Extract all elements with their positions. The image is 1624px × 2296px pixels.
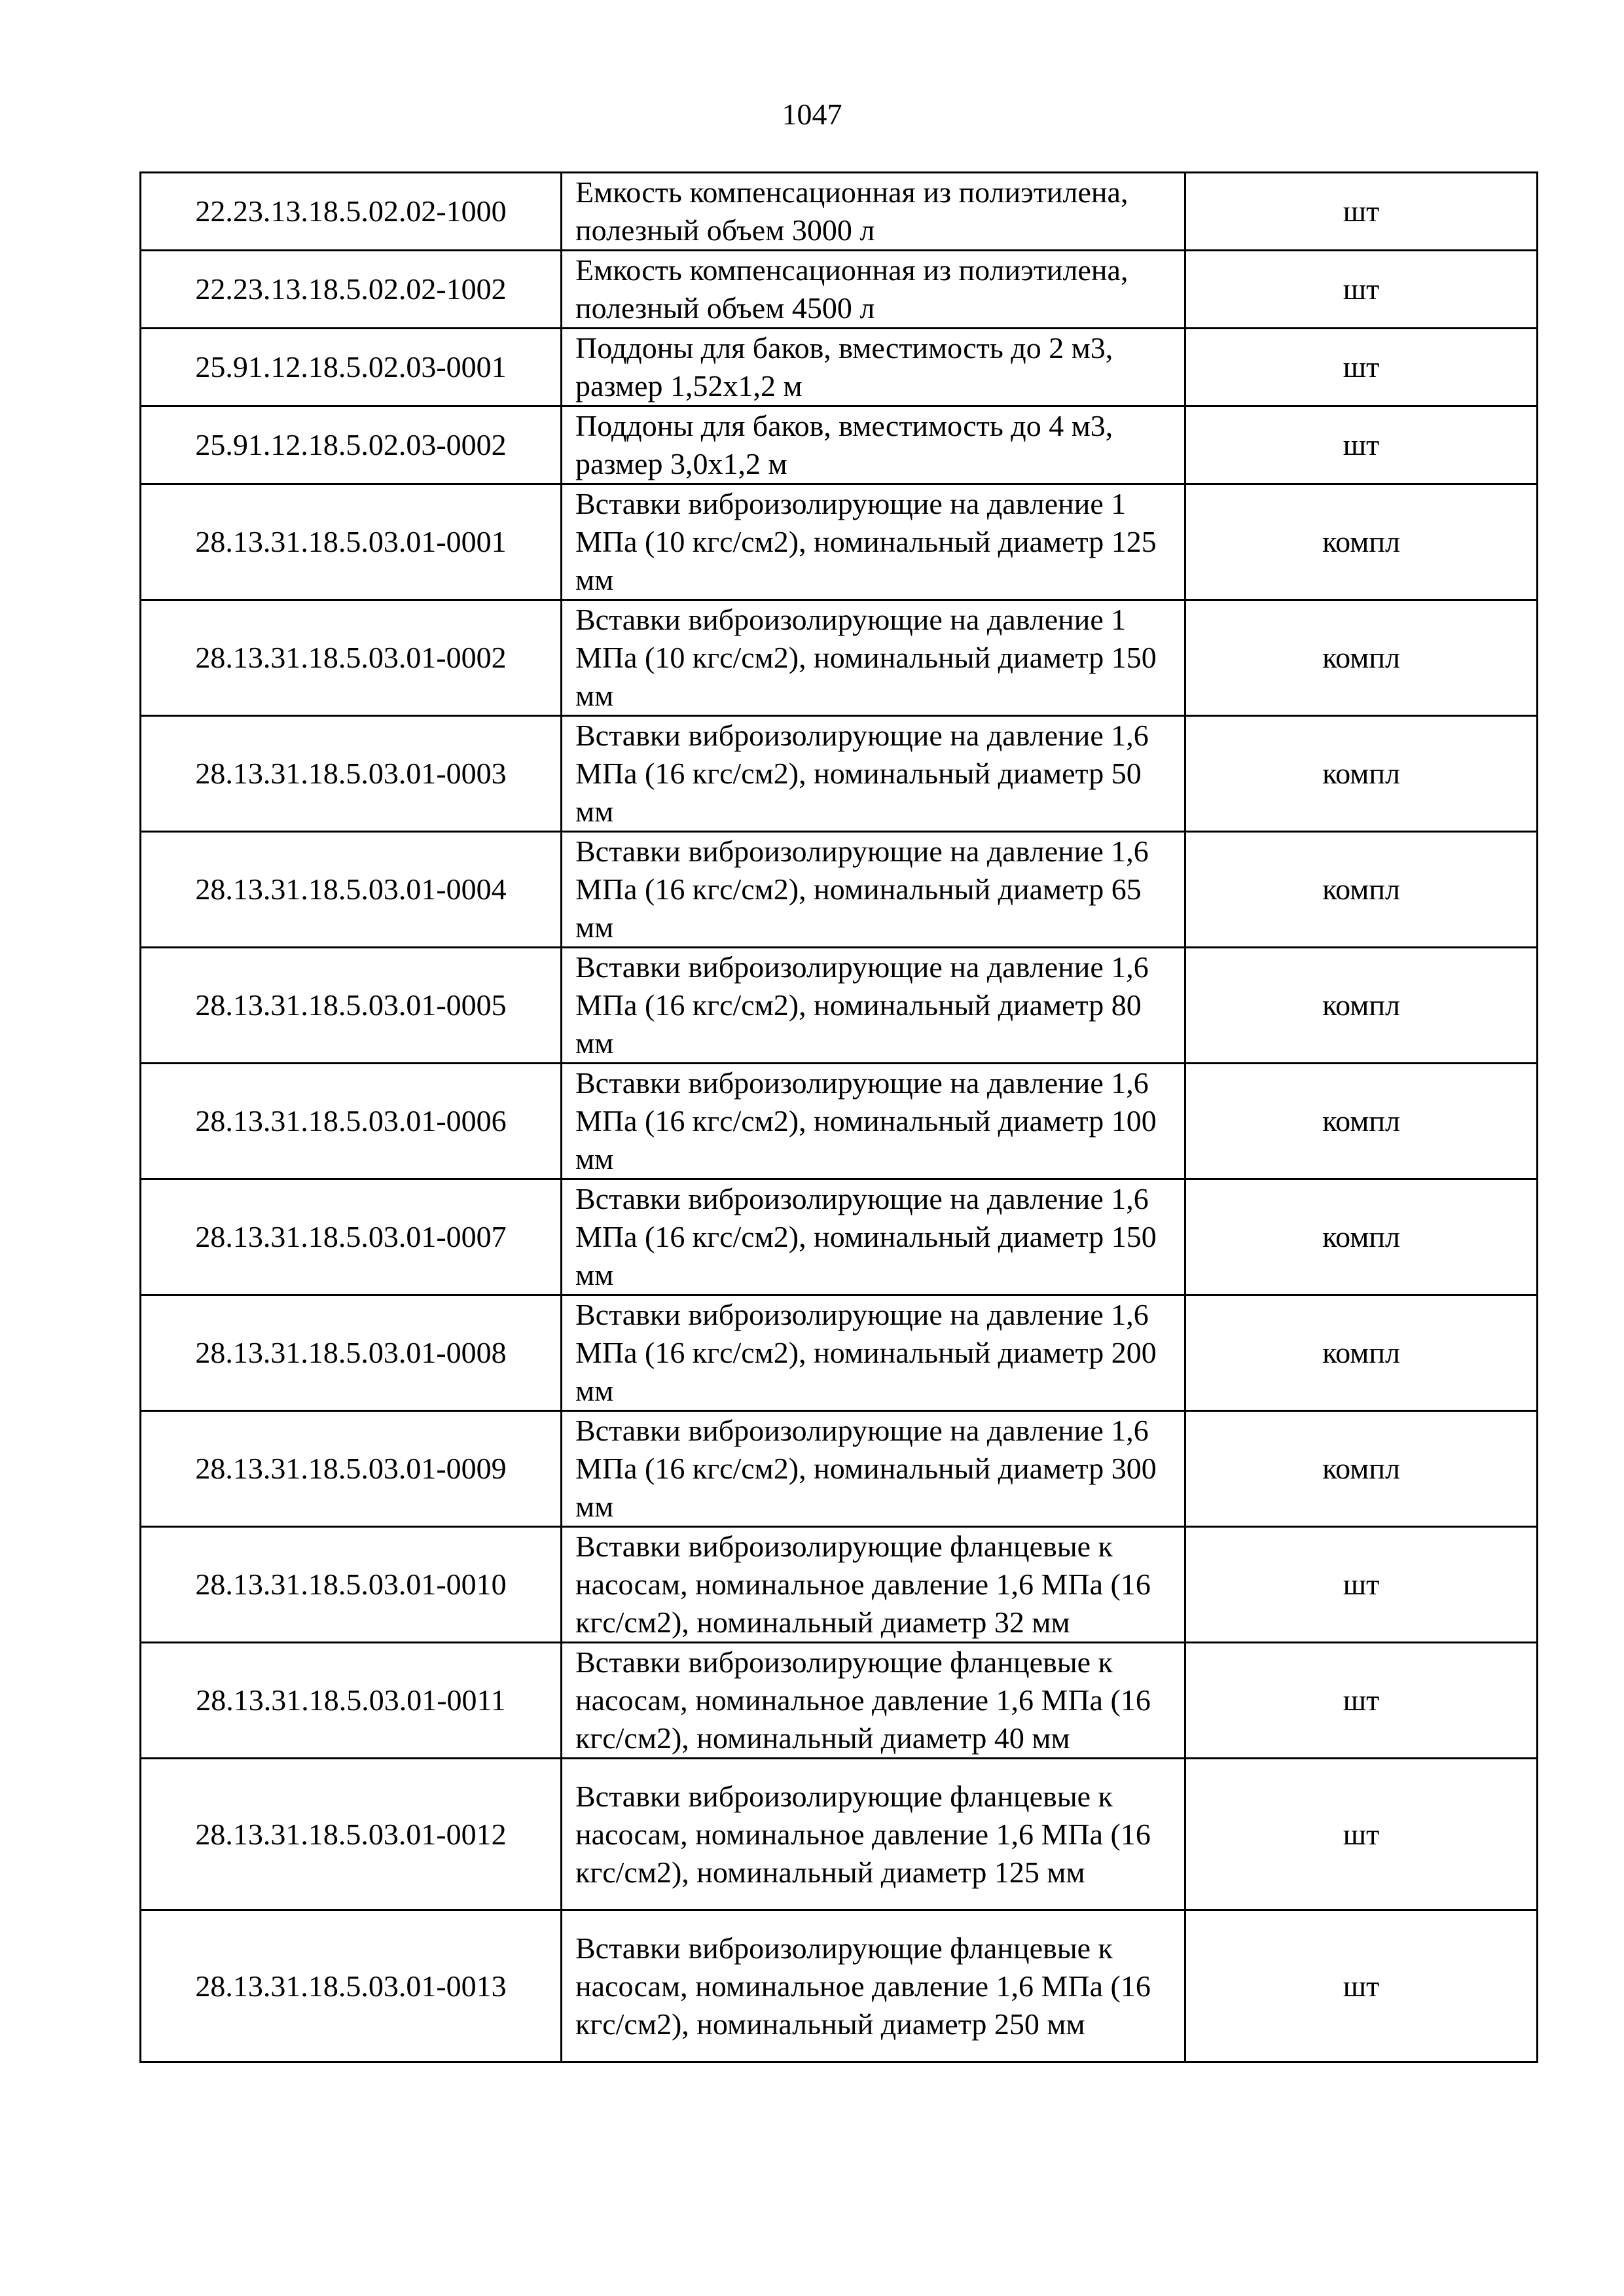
name-cell: Емкость компенсационная из полиэтилена, полезный объем 3000 л	[562, 173, 1185, 251]
table-row	[141, 1527, 1538, 1643]
code-cell: 25.91.12.18.5.02.03-0001	[141, 329, 562, 406]
code-cell: 28.13.31.18.5.03.01-0013	[141, 1910, 562, 2062]
unit-cell: шт	[1185, 1759, 1538, 1910]
code-cell: 22.23.13.18.5.02.02-1002	[141, 251, 562, 329]
unit-cell: шт	[1185, 1527, 1538, 1643]
table-row	[141, 600, 1538, 716]
table-row	[141, 1411, 1538, 1527]
table-row	[141, 329, 1538, 406]
name-cell: Вставки виброизолирующие фланцевые к насосам, номинальное давление 1,6 МПа (16 кгс/см2), номинальный диаметр 32 мм	[562, 1527, 1185, 1643]
name-cell: Вставки виброизолирующие на давление 1,6 МПа (16 кгс/см2), номинальный диаметр 80 мм	[562, 948, 1185, 1064]
name-cell: Вставки виброизолирующие на давление 1,6 МПа (16 кгс/см2), номинальный диаметр 65 мм	[562, 832, 1185, 948]
name-cell: Вставки виброизолирующие фланцевые к насосам, номинальное давление 1,6 МПа (16 кгс/см2), номинальный диаметр 125 мм	[562, 1759, 1185, 1910]
table-row	[141, 1064, 1538, 1179]
code-cell: 28.13.31.18.5.03.01-0004	[141, 832, 562, 948]
code-cell: 28.13.31.18.5.03.01-0001	[141, 484, 562, 600]
unit-cell: компл	[1185, 600, 1538, 716]
name-cell: Емкость компенсационная из полиэтилена, полезный объем 4500 л	[562, 251, 1185, 329]
table-row	[141, 1179, 1538, 1295]
table-row	[141, 832, 1538, 948]
name-cell: Вставки виброизолирующие на давление 1 МПа (10 кгс/см2), номинальный диаметр 125 мм	[562, 484, 1185, 600]
table-row	[141, 1910, 1538, 2062]
unit-cell: компл	[1185, 1179, 1538, 1295]
name-cell: Вставки виброизолирующие на давление 1,6 МПа (16 кгс/см2), номинальный диаметр 50 мм	[562, 716, 1185, 832]
page-number: 1047	[782, 98, 842, 131]
table-row	[141, 173, 1538, 251]
unit-cell: компл	[1185, 1064, 1538, 1179]
name-cell: Вставки виброизолирующие фланцевые к насосам, номинальное давление 1,6 МПа (16 кгс/см2), номинальный диаметр 250 мм	[562, 1910, 1185, 2062]
unit-cell: шт	[1185, 406, 1538, 484]
table-row	[141, 1643, 1538, 1759]
table-row	[141, 948, 1538, 1064]
name-cell: Вставки виброизолирующие на давление 1,6 МПа (16 кгс/см2), номинальный диаметр 100 мм	[562, 1064, 1185, 1179]
table-row	[141, 251, 1538, 329]
unit-cell: шт	[1185, 329, 1538, 406]
code-cell: 28.13.31.18.5.03.01-0003	[141, 716, 562, 832]
unit-cell: компл	[1185, 484, 1538, 600]
table-row	[141, 484, 1538, 600]
unit-cell: компл	[1185, 832, 1538, 948]
table-row	[141, 406, 1538, 484]
unit-cell: компл	[1185, 716, 1538, 832]
unit-cell: компл	[1185, 1295, 1538, 1411]
unit-cell: шт	[1185, 1643, 1538, 1759]
unit-cell: компл	[1185, 1411, 1538, 1527]
code-cell: 22.23.13.18.5.02.02-1000	[141, 173, 562, 251]
code-cell: 28.13.31.18.5.03.01-0012	[141, 1759, 562, 1910]
code-cell: 25.91.12.18.5.02.03-0002	[141, 406, 562, 484]
unit-cell: компл	[1185, 948, 1538, 1064]
code-cell: 28.13.31.18.5.03.01-0005	[141, 948, 562, 1064]
name-cell: Вставки виброизолирующие на давление 1 МПа (10 кгс/см2), номинальный диаметр 150 мм	[562, 600, 1185, 716]
code-cell: 28.13.31.18.5.03.01-0007	[141, 1179, 562, 1295]
table-row	[141, 716, 1538, 832]
code-cell: 28.13.31.18.5.03.01-0002	[141, 600, 562, 716]
code-cell: 28.13.31.18.5.03.01-0006	[141, 1064, 562, 1179]
name-cell: Вставки виброизолирующие на давление 1,6 МПа (16 кгс/см2), номинальный диаметр 200 мм	[562, 1295, 1185, 1411]
unit-cell: шт	[1185, 1910, 1538, 2062]
code-cell: 28.13.31.18.5.03.01-0011	[141, 1643, 562, 1759]
unit-cell: шт	[1185, 251, 1538, 329]
name-cell: Вставки виброизолирующие на давление 1,6 МПа (16 кгс/см2), номинальный диаметр 150 мм	[562, 1179, 1185, 1295]
code-cell: 28.13.31.18.5.03.01-0009	[141, 1411, 562, 1527]
name-cell: Поддоны для баков, вместимость до 4 м3, размер 3,0х1,2 м	[562, 406, 1185, 484]
name-cell: Вставки виброизолирующие на давление 1,6 МПа (16 кгс/см2), номинальный диаметр 300 мм	[562, 1411, 1185, 1527]
unit-cell: шт	[1185, 173, 1538, 251]
resource-table	[139, 171, 1538, 2063]
name-cell: Поддоны для баков, вместимость до 2 м3, размер 1,52х1,2 м	[562, 329, 1185, 406]
name-cell: Вставки виброизолирующие фланцевые к насосам, номинальное давление 1,6 МПа (16 кгс/см2), номинальный диаметр 40 мм	[562, 1643, 1185, 1759]
table-row	[141, 1759, 1538, 1910]
table-row	[141, 1295, 1538, 1411]
code-cell: 28.13.31.18.5.03.01-0008	[141, 1295, 562, 1411]
code-cell: 28.13.31.18.5.03.01-0010	[141, 1527, 562, 1643]
